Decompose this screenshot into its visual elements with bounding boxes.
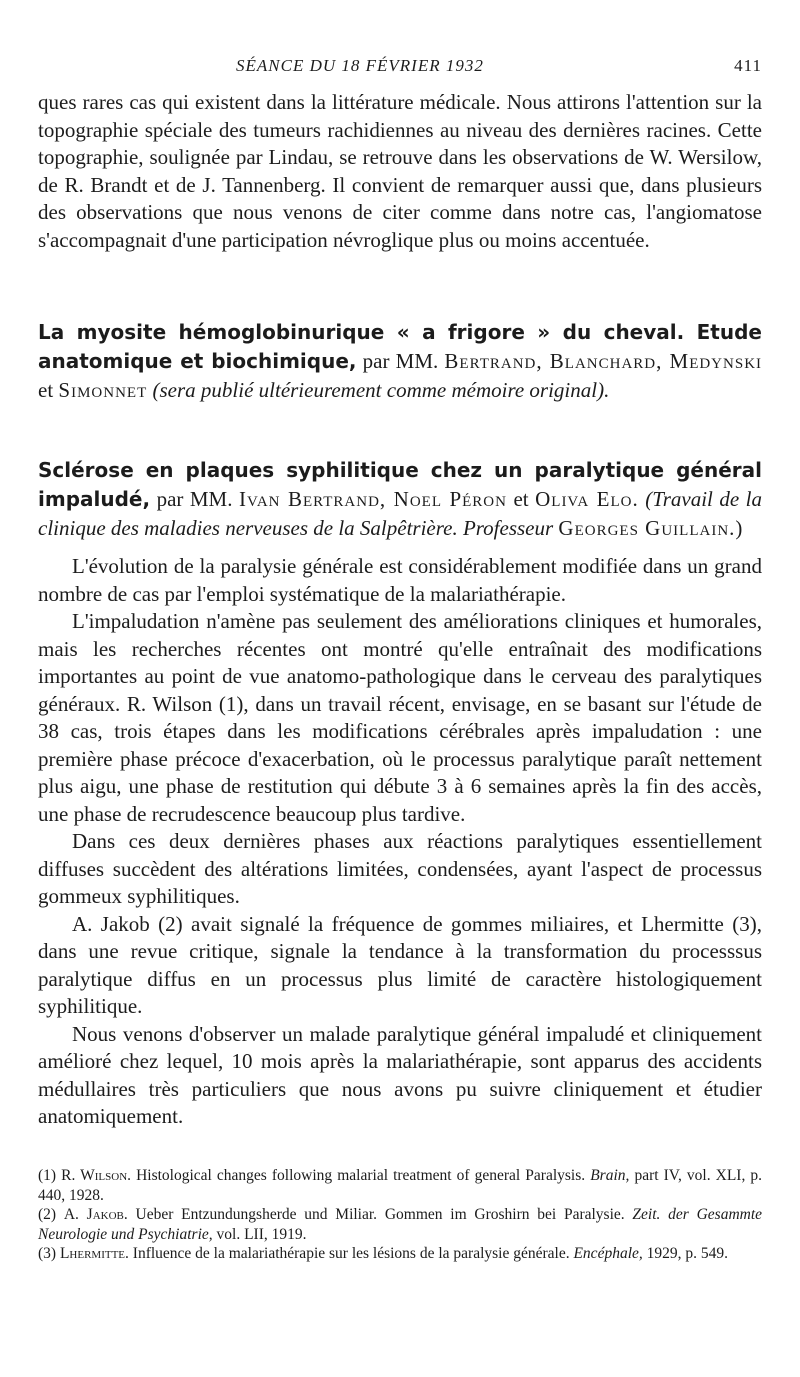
footnote-details: vol. LII, 1919. [216, 1225, 307, 1243]
communication-and: et [513, 487, 529, 511]
footnote-details: part IV, vol. XLI, p. 440, 1928. [38, 1167, 763, 1204]
footnote-text: Histological changes following malarial treatment of general Paralysis. [136, 1167, 586, 1184]
footnote-author: R. Wilson. [61, 1167, 132, 1184]
communication-authors: Bertrand, Blanchard, Medynski [444, 349, 763, 373]
communication-authors: Ivan Bertrand, Noel Péron [238, 487, 507, 511]
footnote-source: Encéphale, [573, 1245, 643, 1262]
footnote-details: 1929, p. 549. [646, 1245, 729, 1262]
footnote-source: Zeit. der Gesammte Neurologie und Psychiatrie, [38, 1206, 763, 1243]
communication-author-last: Simonnet [58, 378, 148, 402]
footnote-text: Influence de la malariathérapie sur les lésions de la paralysie générale. [132, 1245, 570, 1262]
footnote [38, 1166, 762, 1205]
page-number: 411 [734, 56, 762, 75]
footnote-text: Ueber Entzundungsherde und Miliar. Gommen im Groshirn bei Paralysie. [135, 1206, 625, 1223]
footnote-author: A. Jakob. [63, 1206, 128, 1223]
footnote-mark: (2) [38, 1206, 57, 1223]
affiliation-close: ) [735, 516, 743, 540]
paragraph: ques rares cas qui existent dans la littérature médicale. Nous attirons l'attention sur la topographie spéciale des tumeurs rachidiennes au niveau des dernières racines. Cette topographie, soulignée par Lindau, se retrouve dans les observations de W. Wersilow, de R. Brandt et de J. Tannenberg. Il convient de remarquer aussi que, dans plusieurs des observations que nous venons de citer comme dans notre cas, l'angiomatose s'accompagnait d'une participation névroglique plus ou moins accentuée. [38, 90, 762, 252]
communication-heading-1 [38, 318, 762, 405]
communication-heading-2 [38, 456, 762, 543]
footnote-source: Brain, [590, 1167, 630, 1184]
paragraph: L'évolution de la paralysie générale est considérablement modifiée dans un grand nombre de cas par l'emploi systématique de la malariathérapie. [38, 554, 762, 606]
footnote [38, 1205, 762, 1244]
communication-affiliation: (Travail de la clinique des maladies nerveuses de la Salpêtrière. Professeur [38, 487, 762, 540]
footnote [38, 1244, 762, 1264]
communication-by: par MM. [156, 487, 233, 511]
paragraph: Dans ces deux dernières phases aux réactions paralytiques essentiellement diffuses succèdent des altérations limitées, condensées, ayant l'aspect de processus gommeux syphilitiques. [38, 829, 762, 908]
running-head-title: SÉANCE DU 18 FÉVRIER 1932 [236, 56, 484, 75]
professor-name: Georges Guillain. [558, 516, 736, 540]
communication-note: (sera publié ultérieurement comme mémoire original). [152, 378, 610, 402]
continued-paragraph [38, 89, 762, 254]
paragraph: L'impaludation n'amène pas seulement des améliorations cliniques et humorales, mais les recherches récentes ont montré qu'elle entraînait des modifications importantes au point de vue anatomo-pathologique dans le cerveau des paralytiques généraux. R. Wilson (1), dans un travail récent, envisage, en se basant sur l'étude de 38 cas, trois étapes dans les modifications cérébrales après impaludation : une première phase précoce d'exacerbation, où le processus paralytique paraît nettement plus aigu, une phase de restitution qui débute 3 à 6 semaines après la fin des accès, une phase de recrudescence beaucoup plus tardive. [38, 609, 762, 826]
footnote-author: Lhermitte. [59, 1245, 129, 1262]
paragraph: A. Jakob (2) avait signalé la fréquence de gommes miliaires, et Lhermitte (3), dans une revue critique, signale la tendance à la transformation du processsus paralytique diffus en un processus plus limité de caractère histologiquement syphilitique. [38, 911, 762, 1018]
communication-and: et [38, 378, 54, 402]
footnotes [38, 1166, 762, 1264]
communication-by: par MM. [362, 349, 439, 373]
paragraph: Nous venons d'observer un malade paralytique général impaludé et cliniquement amélioré chez lequel, 10 mois après la malariathérapie, sont apparus des accidents médullaires très particuliers que nous avons pu suivre cliniquement et étudier anatomiquement. [38, 1021, 762, 1128]
communication-title: Sclérose en plaques syphilitique chez un paralytique général impaludé, [38, 458, 762, 511]
footnote-mark: (3) [38, 1245, 57, 1262]
footnote-mark: (1) [38, 1167, 57, 1184]
communication-title: La myosite hémoglobinurique « a frigore » du cheval. Etude anatomique et biochimique, [38, 320, 762, 373]
article-body [38, 553, 762, 1131]
communication-author-last: Oliva Elo. [535, 487, 639, 511]
